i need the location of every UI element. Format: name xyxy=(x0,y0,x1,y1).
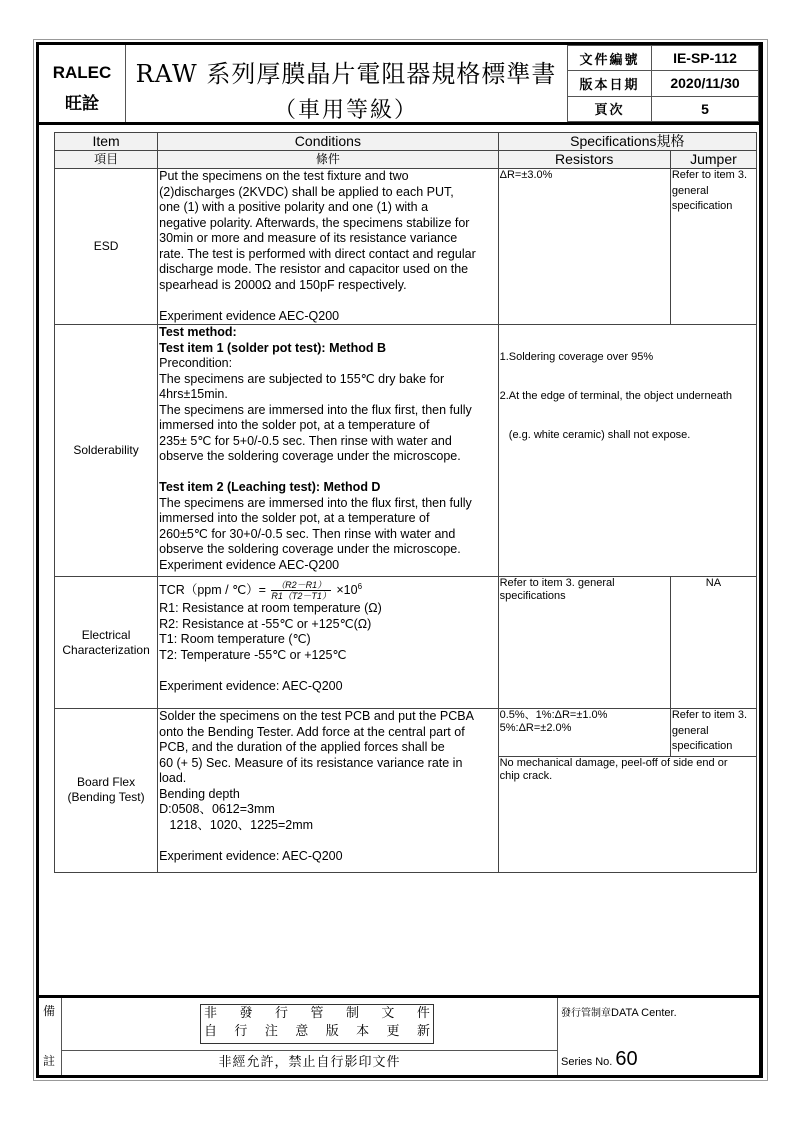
series-number xyxy=(561,1048,638,1071)
stamp-char: 非 xyxy=(204,1006,218,1021)
condition-line: 60 (+ 5) Sec. Measure of its resistance variance rate in xyxy=(159,755,463,770)
stamp-line-2 xyxy=(201,1023,433,1041)
condition-line: observe the soldering coverage under the microscope. xyxy=(159,449,461,463)
item-cell: ESD xyxy=(55,169,158,325)
formula-numerator: （R2－R1） xyxy=(271,580,331,591)
condition-heading: Test item 1 (solder pot test): Method B xyxy=(159,340,387,355)
stamp-char: 行 xyxy=(274,1006,288,1021)
condition-line: 30min or more and measure of its resistance variance xyxy=(159,231,458,245)
table-subheader-row xyxy=(55,151,757,169)
condition-line: immersed into the solder pot, at a temperature of xyxy=(159,511,430,525)
data-center-label xyxy=(561,1004,677,1019)
conditions-cell xyxy=(158,325,498,577)
formula-prefix: TCR（ppm / ℃）= xyxy=(159,583,270,598)
stamp-char: 新 xyxy=(416,1024,430,1039)
meta-value: 5 xyxy=(652,96,759,121)
stamp-char: 版 xyxy=(325,1024,339,1039)
document-title xyxy=(126,45,566,122)
header-specifications: Specifications規格 xyxy=(498,133,756,151)
shared-spec-cell xyxy=(498,756,756,872)
item-label: Board Flex (Bending Test) xyxy=(67,775,145,805)
meta-row-page xyxy=(568,96,759,121)
stamp-char: 自 xyxy=(204,1024,218,1039)
condition-line xyxy=(159,663,496,679)
resistors-spec-cell xyxy=(498,709,670,757)
stamp-char: 本 xyxy=(356,1024,370,1039)
company-logo xyxy=(39,45,126,122)
condition-line: T2: Temperature -55℃ or +125℃ xyxy=(159,647,347,662)
jumper-spec-cell: NA xyxy=(670,577,756,709)
document-footer xyxy=(39,995,759,1075)
spec-line: specification xyxy=(671,200,733,212)
stamp-char: 注 xyxy=(264,1024,278,1039)
spec-line: general xyxy=(671,184,709,197)
condition-heading: Test method: xyxy=(159,325,237,339)
condition-line: Put the specimens on the test fixture and two xyxy=(159,169,409,183)
stamp-char: 行 xyxy=(234,1024,248,1039)
tcr-formula xyxy=(159,579,496,601)
condition-line: discharge mode. The resistor and capacitor used on the xyxy=(159,262,469,276)
series-value: 60 xyxy=(615,1048,638,1070)
condition-line: 4hrs±15min. xyxy=(159,387,228,401)
stamp-char: 制 xyxy=(345,1006,359,1021)
condition-line xyxy=(159,465,496,481)
condition-line: The specimens are immersed into the flux first, then fully xyxy=(159,495,472,510)
condition-line: PCB, and the duration of the applied forces shall be xyxy=(159,740,445,754)
remarks-label xyxy=(39,998,62,1075)
table-row-electrical-characterization xyxy=(55,577,757,709)
specifications-cell xyxy=(498,325,756,577)
condition-line: Bending depth xyxy=(159,786,240,801)
spec-line: 2.At the edge of terminal, the object underneath xyxy=(499,390,732,402)
meta-label: 文件編號 xyxy=(568,46,652,71)
header-resistors: Resistors xyxy=(498,151,670,169)
title-line-2: （車用等級） xyxy=(273,98,418,123)
specification-table xyxy=(54,132,757,873)
conditions-cell xyxy=(158,577,498,709)
condition-heading: Test item 2 (Leaching test): Method D xyxy=(159,480,381,494)
condition-line: observe the soldering coverage under the microscope. xyxy=(159,542,461,556)
remark-char-bottom: 註 xyxy=(43,1054,56,1068)
resistors-spec-cell xyxy=(498,577,670,709)
condition-line: The specimens are immersed into the flux first, then fully xyxy=(159,402,472,417)
spec-line: (e.g. white ceramic) shall not expose. xyxy=(499,429,691,441)
table-header-row xyxy=(55,133,757,151)
series-label: Series No. xyxy=(561,1056,613,1068)
condition-line: load. xyxy=(159,771,187,785)
condition-line: rate. The test is performed with direct contact and regular xyxy=(159,246,476,261)
stamp-char: 件 xyxy=(416,1006,430,1021)
item-cell xyxy=(55,709,158,873)
copy-prohibition-notice: 非經允許，禁止自行影印文件 xyxy=(62,1050,557,1075)
stamp-char: 意 xyxy=(295,1024,309,1039)
stamp-char: 更 xyxy=(386,1024,400,1039)
jumper-spec-cell xyxy=(670,169,756,325)
table-row-solderability xyxy=(55,325,757,577)
condition-line: 1218、1020、1225=2mm xyxy=(159,817,314,832)
remark-char-top: 備 xyxy=(43,1004,56,1018)
document-header xyxy=(39,45,759,125)
issue-control-area xyxy=(558,998,759,1075)
stamp-char: 管 xyxy=(310,1006,324,1021)
condition-line: Experiment evidence AEC-Q200 xyxy=(159,308,340,323)
meta-row-doc-number xyxy=(568,46,759,71)
condition-line: R1: Resistance at room temperature (Ω) xyxy=(159,601,382,616)
meta-label: 頁次 xyxy=(568,96,652,121)
spec-line: 0.5%、1%:ΔR=±1.0% xyxy=(499,709,608,721)
stamp-char: 文 xyxy=(381,1006,395,1021)
formula-fraction xyxy=(271,580,331,601)
condition-line: 235± 5℃ for 5+0/-0.5 sec. Then rinse with water and xyxy=(159,433,452,448)
conditions-cell xyxy=(158,169,498,325)
condition-line: Solder the specimens on the test PCB and put the PCBA xyxy=(159,709,474,723)
formula-denominator: R1（T2－T1） xyxy=(271,591,331,602)
condition-line: negative polarity. Afterwards, the specimens stabilize for xyxy=(159,215,470,230)
spec-line: specification xyxy=(671,740,733,752)
meta-row-version-date xyxy=(568,71,759,96)
meta-value: IE-SP-112 xyxy=(652,46,759,71)
condition-line xyxy=(159,293,496,309)
condition-line: The specimens are subjected to 155℃ dry bake for xyxy=(159,371,445,386)
spec-line: general xyxy=(671,724,709,737)
condition-line: Experiment evidence: AEC-Q200 xyxy=(159,848,343,863)
document-frame xyxy=(36,42,763,1078)
header-conditions-zh: 條件 xyxy=(158,151,498,169)
condition-line xyxy=(159,833,496,849)
table-row-esd xyxy=(55,169,757,325)
resistors-spec-cell xyxy=(498,169,670,325)
formula-suffix: ×10 xyxy=(332,583,358,598)
condition-line: T1: Room temperature (℃) xyxy=(159,632,311,647)
condition-line: one (1) with a positive polarity and one (1) with a xyxy=(159,200,429,214)
condition-line: R2: Resistance at -55℃ or +125℃(Ω) xyxy=(159,616,372,631)
data-center-en: DATA Center. xyxy=(611,1007,677,1019)
header-item-zh: 項目 xyxy=(55,151,158,169)
stamp-line-1 xyxy=(201,1005,433,1023)
document-meta-table xyxy=(567,45,759,122)
meta-value: 2020/11/30 xyxy=(652,71,759,96)
condition-line: immersed into the solder pot, at a temperature of xyxy=(159,418,430,432)
condition-line: Precondition: xyxy=(159,356,233,370)
header-jumper: Jumper xyxy=(670,151,756,169)
spec-line: Refer to item 3. xyxy=(671,709,748,721)
spec-line: Refer to item 3. general xyxy=(499,577,615,589)
title-line-1: RAW 系列厚膜晶片電阻器規格標準書 xyxy=(135,60,557,88)
item-cell: Electrical Characterization xyxy=(55,577,158,709)
conditions-cell xyxy=(158,709,498,873)
remarks-area xyxy=(62,998,558,1075)
formula-exponent: 6 xyxy=(357,582,363,591)
spec-line: chip crack. xyxy=(499,769,553,782)
condition-line: D:0508、0612=3mm xyxy=(159,802,275,816)
table-row-board-flex xyxy=(55,709,757,757)
item-cell: Solderability xyxy=(55,325,158,577)
spec-line: 1.Soldering coverage over 95% xyxy=(499,351,654,363)
condition-line: spearhead is 2000Ω and 150pF respectively. xyxy=(159,277,407,292)
jumper-spec-cell xyxy=(670,709,756,757)
data-center-zh: 發行管制章 xyxy=(561,1008,611,1019)
meta-label: 版本日期 xyxy=(568,71,652,96)
condition-line: Experiment evidence AEC-Q200 xyxy=(159,557,340,572)
company-name-zh: 旺詮 xyxy=(65,94,99,114)
company-name-en: RALEC xyxy=(52,63,112,82)
uncontrolled-document-stamp xyxy=(200,1004,434,1044)
spec-line: 5%:ΔR=±2.0% xyxy=(499,722,572,734)
header-conditions: Conditions xyxy=(158,133,498,151)
spec-line: specifications xyxy=(499,590,566,602)
spec-line: Refer to item 3. xyxy=(671,169,748,181)
condition-line: onto the Bending Tester. Add force at the central part of xyxy=(159,724,465,739)
spec-line: ΔR=±3.0% xyxy=(499,169,553,181)
condition-line: 260±5℃ for 30+0/-0.5 sec. Then rinse with water and xyxy=(159,526,456,541)
stamp-char: 發 xyxy=(239,1006,253,1021)
spec-line: No mechanical damage, peel-off of side end or xyxy=(499,756,728,769)
header-item: Item xyxy=(55,133,158,151)
condition-line: Experiment evidence: AEC-Q200 xyxy=(159,678,343,693)
condition-line: (2)discharges (2KVDC) shall be applied to each PUT, xyxy=(159,184,454,199)
